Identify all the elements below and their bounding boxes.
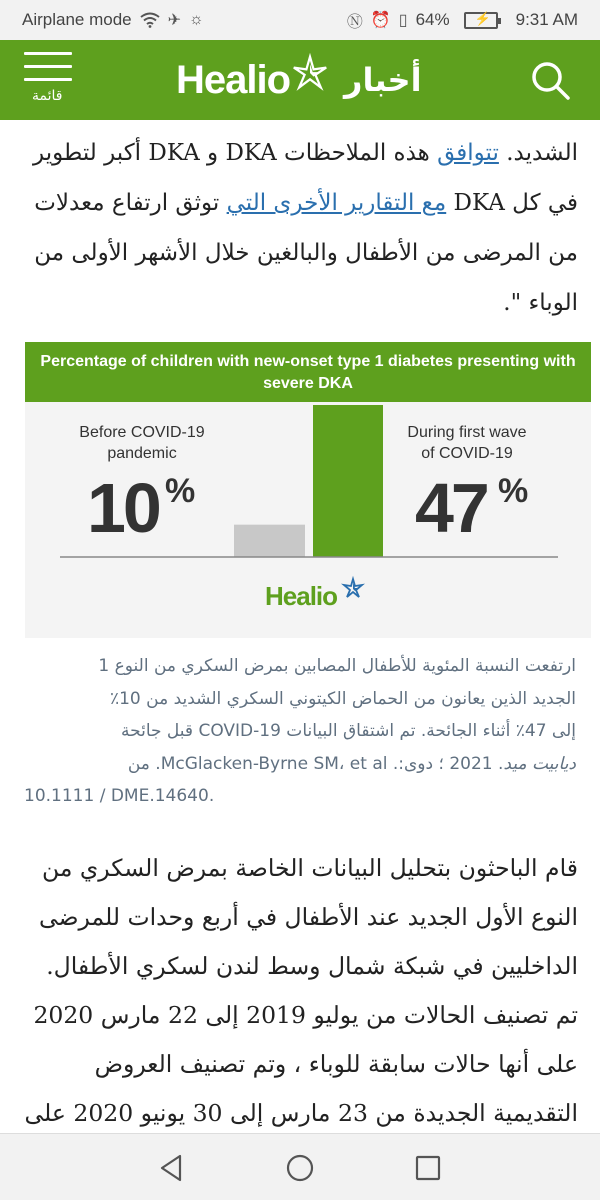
- data-label-unit-before: %: [165, 472, 196, 510]
- menu-label: قائمة: [32, 88, 63, 104]
- airplane-icon: ✈: [167, 12, 182, 29]
- app-header: [0, 40, 600, 120]
- recents-button[interactable]: [412, 1152, 444, 1184]
- bar-before: [234, 525, 305, 557]
- battery-percent: 64%: [415, 10, 450, 29]
- caption-citation: . 2021 ؛ دوی:. McGlacken-Byrne SM، et al. من: [127, 753, 504, 774]
- brightness-icon: ☼: [189, 11, 204, 28]
- data-label-during: 47: [415, 469, 487, 547]
- figure-caption: [0, 650, 600, 813]
- healio-star-icon: [292, 55, 328, 91]
- category-label-before: pandemic: [107, 445, 177, 462]
- search-icon: [528, 58, 572, 102]
- bar-during: [313, 405, 383, 557]
- chart-title: Percentage of children with new-onset type 1 diabetes presenting with severe DKA: [25, 342, 591, 402]
- home-button[interactable]: [284, 1152, 316, 1184]
- data-label-unit-during: %: [498, 472, 529, 510]
- article-body[interactable]: [0, 120, 600, 1133]
- battery-icon: ⚡: [464, 12, 498, 29]
- nfc-icon: Ⓝ: [346, 13, 363, 31]
- paragraph-text: هذه الملاحظات DKA و DKA أكبر لتطوير في كل DKA: [33, 140, 578, 216]
- article-paragraph: [0, 128, 600, 328]
- home-circle-icon: [284, 1152, 316, 1184]
- alarm-icon: ⏰: [370, 12, 391, 29]
- bar-chart: [25, 402, 591, 638]
- paragraph-text: توثق ارتفاع معدلات من المرضى من الأطفال والبالغين خلال الأشهر الأولى من الوباء ".: [34, 190, 578, 316]
- search-button[interactable]: [528, 58, 572, 102]
- airplane-mode-label: Airplane mode: [22, 10, 132, 29]
- menu-button[interactable]: [24, 50, 76, 112]
- back-button[interactable]: [156, 1152, 188, 1184]
- system-nav-bar: [0, 1133, 600, 1200]
- caption-journal: دیابیت مید: [503, 753, 576, 774]
- link-other-reports[interactable]: مع التقارير الأخرى التي: [226, 190, 447, 216]
- wifi-icon: [140, 12, 160, 28]
- vibrate-icon: ▯: [398, 12, 408, 29]
- recents-square-icon: [412, 1152, 444, 1184]
- article-paragraph: قام الباحثون بتحليل البيانات الخاصة بمرض السكري من النوع الأول الجديد عند الأطفال في أربع وحدات للمرضى الداخليين في شبكة شمال وسط لندن لسكري الأطفال. تم تصنيف الحالات من يوليو 2019 إلى 22 مارس 2020 على أنها حالات سابقة للوباء ، وتم تصنيف العروض التقديمية الجديدة من 23 مارس إلى 30 يونيو 2020 على: [24, 854, 578, 1127]
- figure-logo-star-icon: [344, 579, 362, 597]
- data-label-before: 10: [87, 469, 159, 547]
- figure-logo-text: Healio: [265, 581, 338, 611]
- chart-body: [25, 402, 591, 638]
- dka-chart-figure[interactable]: [25, 342, 591, 638]
- category-label-before: Before COVID-19: [79, 424, 205, 441]
- back-triangle-icon: [156, 1152, 188, 1184]
- logo-text: Healio: [176, 57, 291, 102]
- status-bar: [0, 0, 600, 40]
- caption-line: الجديد الذين يعانون من الحماض الكيتوني السكري الشديد من 10٪: [109, 688, 576, 709]
- healio-logo[interactable]: [176, 52, 422, 108]
- category-label-during: of COVID-19: [421, 445, 513, 462]
- paragraph-text: الشديد.: [498, 140, 578, 166]
- clock: 9:31 AM: [515, 10, 578, 29]
- link-consistent[interactable]: تتوافق: [437, 140, 499, 166]
- caption-line: [24, 748, 576, 781]
- caption-line: ارتفعت النسبة المئوية للأطفال المصابين بمرض السكري من النوع 1: [98, 656, 576, 676]
- section-title: أخبار: [344, 61, 422, 99]
- hamburger-menu-icon: [24, 50, 76, 81]
- caption-doi: 10.1111 / DME.14640.: [24, 786, 215, 806]
- caption-line: إلى 47٪ أثناء الجائحة. تم اشتقاق البيانات COVID-19 قبل جائحة: [121, 721, 576, 741]
- category-label-during: During first wave: [407, 424, 527, 441]
